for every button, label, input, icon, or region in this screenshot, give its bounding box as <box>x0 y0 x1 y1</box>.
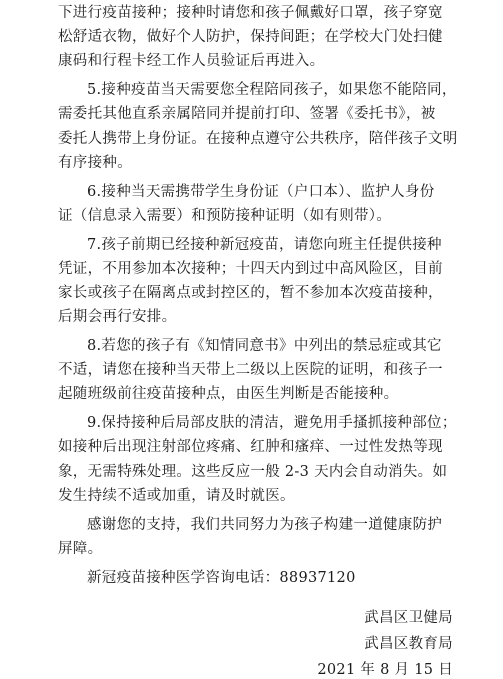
paragraph-line: 感谢您的支持，我们共同努力为孩子构建一道健康防护 <box>87 516 443 533</box>
paragraph-line: 5.接种疫苗当天需要您全程陪同孩子，如果您不能陪同， <box>87 82 457 99</box>
signature-org-education: 武昌区教育局 <box>364 636 453 653</box>
paragraph-line: 6.接种当天需携带学生身份证（户口本）、监护人身份 <box>87 183 435 200</box>
paragraph-line: 8.若您的孩子有《知情同意书》中列出的禁忌症或其它 <box>87 338 442 354</box>
paragraph-line: 需委托其他直系亲属陪同并提前打印、签署《委托书》，被 <box>58 106 436 123</box>
paragraph-line: 委托人携带上身份证。在接种点遵守公共秩序，陪伴孩子文明 <box>58 130 458 147</box>
signature-org-health: 武昌区卫健局 <box>364 610 453 627</box>
paragraph-line: 不适，请您在接种当天带上二级以上医院的证明，和孩子一 <box>58 362 443 379</box>
paragraph-line: 象，无需特殊处理。这些反应一般 2-3 天内会自动消失。如 <box>58 463 448 480</box>
paragraph-line: 7.孩子前期已经接种新冠疫苗，请您向班主任提供接种 <box>87 236 442 253</box>
paragraph-line: 有序接种。 <box>58 154 132 171</box>
paragraph-line: 发生持续不适或加重，请及时就医。 <box>58 487 295 504</box>
paragraph-line: 证（信息录入需要）和预防接种证明（如有则带）。 <box>58 207 392 224</box>
paragraph-line: 如接种后出现注射部位疼痛、红肿和瘙痒、一过性发热等现 <box>58 439 443 456</box>
paragraph-line: 康码和行程卡经工作人员验证后再进入。 <box>58 53 325 70</box>
paragraph-line: 松舒适衣物，做好个人防护，保持间距；在学校大门处扫健 <box>58 29 443 46</box>
paragraph-line: 下进行疫苗接种；接种时请您和孩子佩戴好口罩，孩子穿宽 <box>58 5 443 21</box>
paragraph-line: 9.保持接种后局部皮肤的清洁，避免用手搔抓接种部位； <box>87 415 457 432</box>
paragraph-line: 后期会再行安排。 <box>58 309 177 326</box>
signature-date: 2021 年 8 月 15 日 <box>317 662 453 679</box>
hotline-text: 新冠疫苗接种医学咨询电话：88937120 <box>87 569 356 586</box>
paragraph-line: 屏障。 <box>58 540 103 557</box>
paragraph-line: 起随班级前往疫苗接种点，由医生判断是否能接种。 <box>58 386 399 403</box>
paragraph-line: 凭证，不用参加本次接种；十四天内到过中高风险区，目前 <box>58 260 443 277</box>
paragraph-line: 家长或孩子在隔离点或封控区的，暂不参加本次疫苗接种， <box>58 285 443 301</box>
